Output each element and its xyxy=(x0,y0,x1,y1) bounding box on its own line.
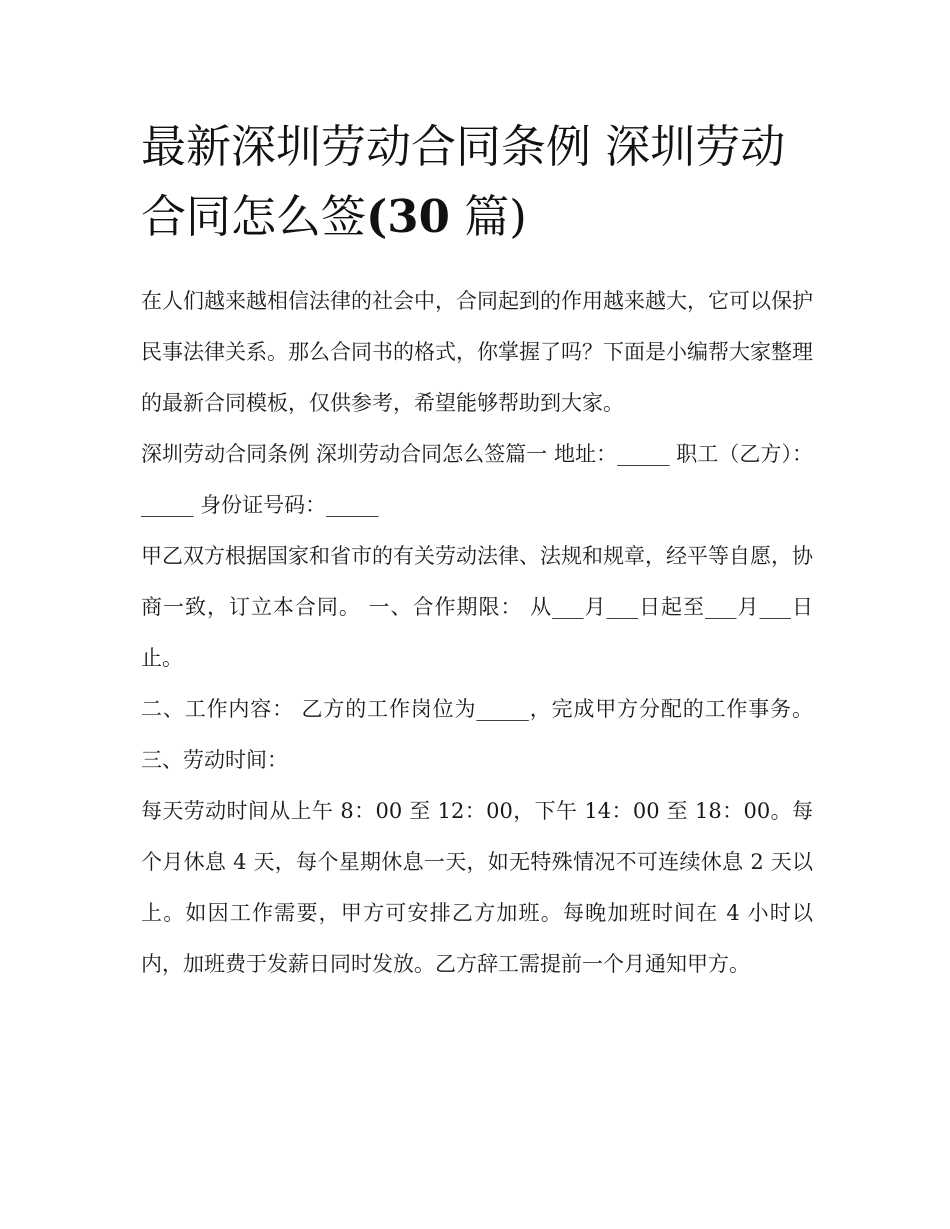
document-page xyxy=(141,112,813,990)
document-title xyxy=(141,112,813,252)
title-suffix: 篇) xyxy=(449,190,527,243)
intro-paragraph: 在人们越来越相信法律的社会中，合同起到的作用越来越大，它可以保护民事法律关系。那么合同书的格式，你掌握了吗？下面是小编帮大家整理的最新合同模板，仅供参考，希望能够帮助到大家。 xyxy=(141,289,813,415)
title-text: 最新深圳劳动合同条例 深圳劳动合同怎么签 xyxy=(141,120,786,243)
work-content-paragraph: 二、工作内容： 乙方的工作岗位为_____，完成甲方分配的工作事务。 三、劳动时间： xyxy=(141,697,813,772)
title-count: (30 xyxy=(366,190,450,243)
document-body xyxy=(141,276,813,990)
contract-header-paragraph: 深圳劳动合同条例 深圳劳动合同怎么签篇一 地址：_____ 职工（乙方）：_____ 身份证号码：_____ xyxy=(141,442,813,517)
agreement-term-paragraph: 甲乙双方根据国家和省市的有关劳动法律、法规和规章，经平等自愿，协商一致，订立本合同。 一、合作期限： 从___月___日起至___月___日止。 xyxy=(141,544,813,670)
work-hours-paragraph: 每天劳动时间从上午 8：00 至 12：00，下午 14：00 至 18：00。每个月休息 4 天，每个星期休息一天，如无特殊情况不可连续休息 2 天以上。如因工作需要，甲方可安排乙方加班。每晚加班时间在 4 小时以内，加班费于发薪日同时发放。乙方辞工需提前一个月通知甲方。 xyxy=(141,799,813,976)
